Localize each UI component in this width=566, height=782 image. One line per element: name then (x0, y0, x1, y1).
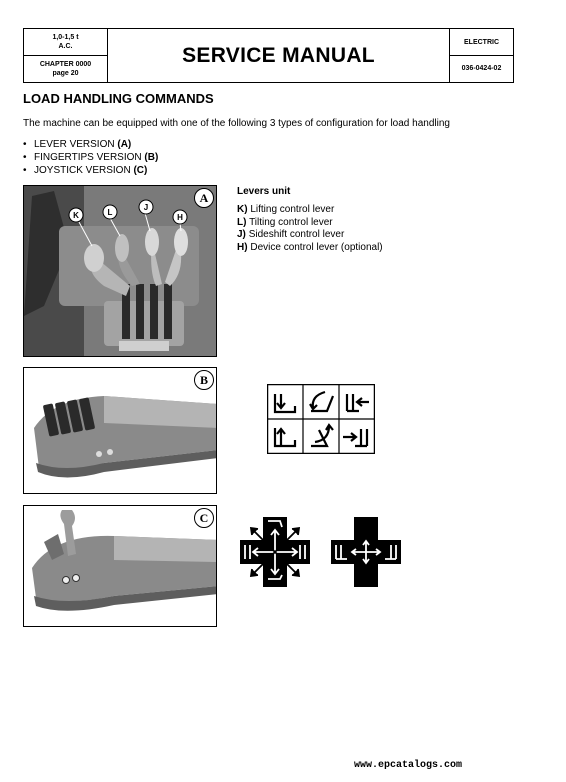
callout-h: H (177, 213, 183, 222)
lever-item: J) Sideshift control lever (237, 229, 345, 240)
spec-cell (24, 29, 108, 56)
joystick-symbol-multi (240, 517, 310, 587)
option-item: • FINGERTIPS VERSION (B) (23, 151, 158, 164)
lever-item: L) Tilting control lever (237, 216, 333, 228)
option-item: • JOYSTICK VERSION (C) (23, 164, 158, 177)
callout-k: K (73, 211, 79, 220)
callout-j: J (143, 203, 149, 212)
header-table (23, 28, 514, 83)
option-item: • LEVER VERSION (A) (23, 138, 158, 151)
chapter-cell (24, 56, 108, 82)
callout-l: L (107, 208, 113, 217)
chapter-label: CHAPTER 0000 (39, 61, 92, 68)
figure-badge-a: A (194, 188, 214, 208)
spec-line1: 1,0-1,5 t (52, 34, 79, 41)
fingertips-symbol-grid (267, 384, 375, 454)
footer-watermark: www.epcatalogs.com (354, 760, 463, 771)
options-list (23, 138, 158, 177)
intro-text: The machine can be equipped with one of the following 3 types of configuration for load handling (23, 118, 450, 129)
lever-item: K) Lifting control lever (237, 204, 335, 215)
figure-badge-c: C (194, 508, 214, 528)
spec-line2: A.C. (58, 43, 73, 50)
levers-unit-title: Levers unit (237, 186, 291, 197)
figure-badge-b: B (194, 370, 214, 390)
section-title: LOAD HANDLING COMMANDS (23, 91, 214, 106)
type-label: ELECTRIC (450, 29, 513, 56)
levers-list (237, 204, 383, 254)
page-label: page 20 (52, 70, 79, 77)
photo-joystick-version (23, 505, 217, 627)
photo-fingertips-version (23, 367, 217, 494)
photo-lever-version (23, 185, 217, 357)
lever-unit-illustration (24, 186, 217, 357)
joystick-armrest-illustration (24, 506, 217, 627)
document-code: 036-0424-02 (461, 65, 502, 72)
lever-item: H) Device control lever (optional) (237, 241, 383, 253)
manual-title: SERVICE MANUAL (108, 29, 450, 82)
joystick-symbol-sideshift (331, 517, 401, 587)
fingertips-armrest-illustration (24, 368, 217, 494)
